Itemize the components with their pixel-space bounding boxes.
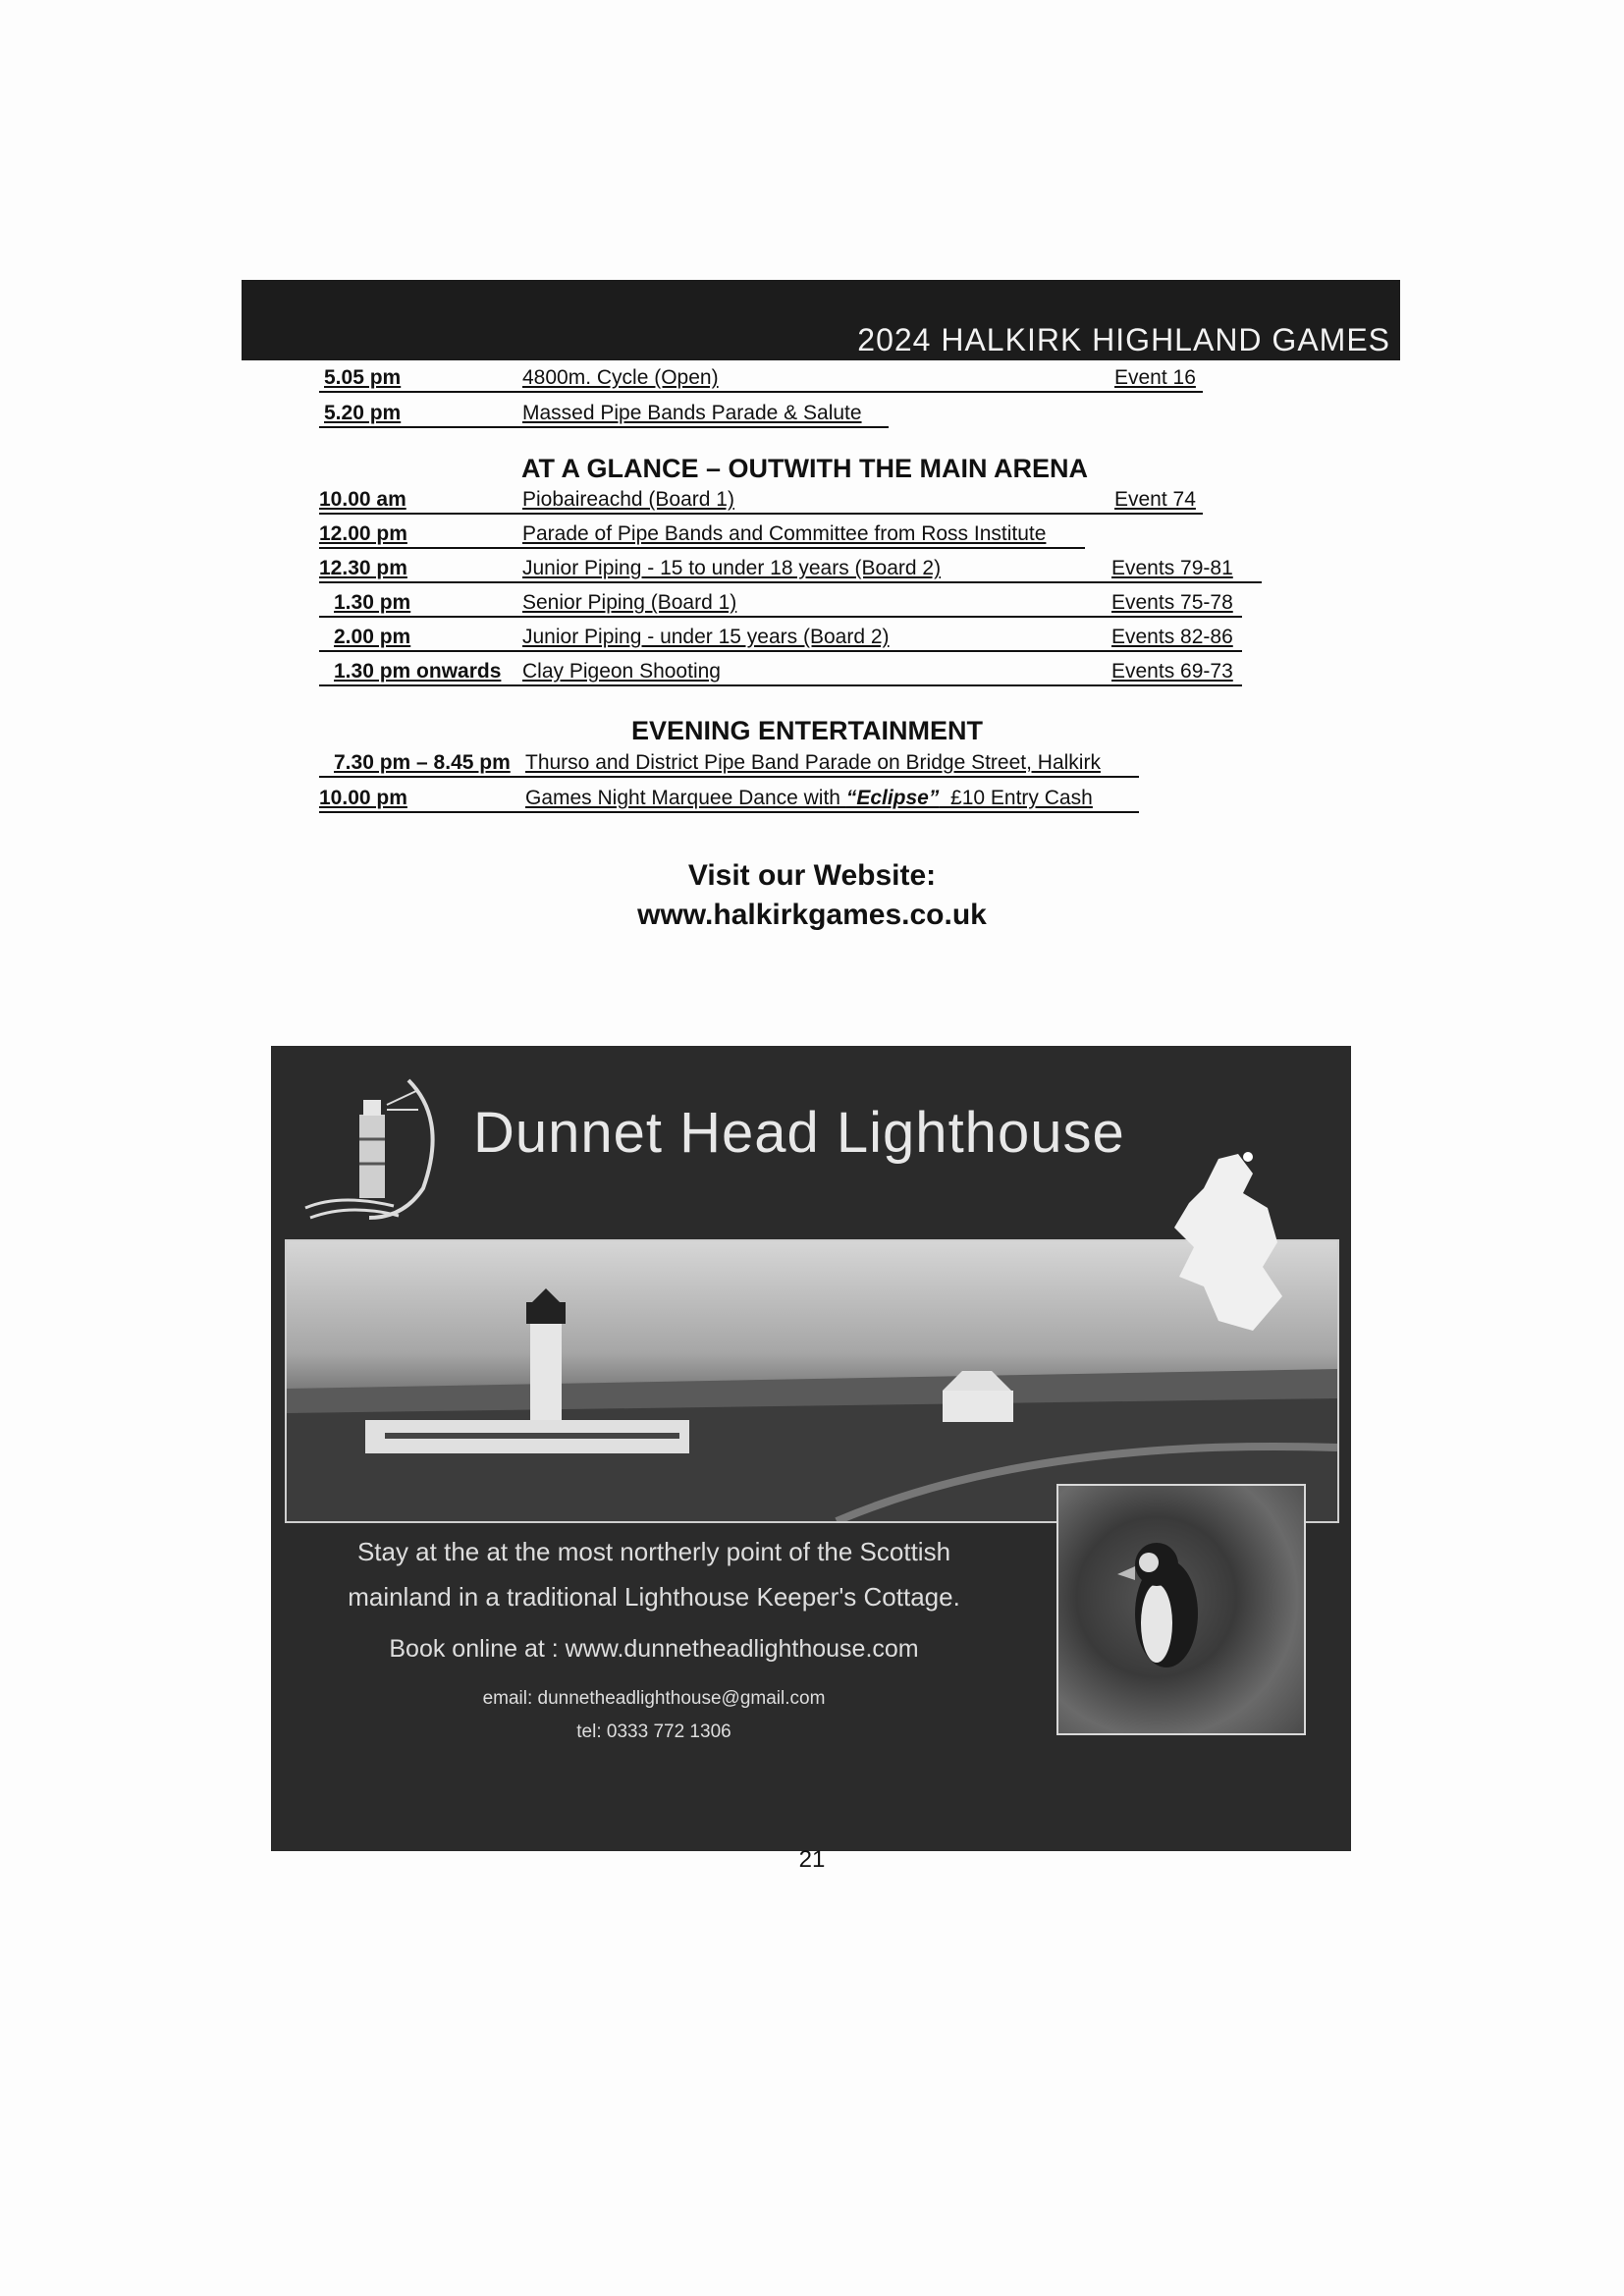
lighthouse-logo-icon (300, 1070, 467, 1228)
row-time: 10.00 pm (319, 787, 407, 809)
row-event-number: Events 79-81 (1111, 557, 1233, 579)
row-event-number: Event 16 (1114, 366, 1196, 389)
row-event: 4800m. Cycle (Open) (522, 366, 719, 389)
row-time: 12.30 pm (319, 557, 407, 579)
row-time: 12.00 pm (319, 522, 407, 545)
row-event: Massed Pipe Bands Parade & Salute (522, 402, 862, 424)
row-time: 2.00 pm (334, 626, 411, 648)
puffin-icon (1058, 1486, 1304, 1733)
schedule-row (319, 584, 1242, 618)
advert-book-online[interactable]: Book online at : www.dunnetheadlighthouse.com (389, 1635, 919, 1663)
row-time: 10.00 am (319, 488, 406, 511)
lighthouse-advert (271, 1046, 1351, 1851)
schedule-row (319, 744, 1139, 778)
advert-line2: mainland in a traditional Lighthouse Keeper's Cottage. (348, 1582, 960, 1612)
row-time: 5.20 pm (324, 402, 402, 424)
band-name: “Eclipse” (845, 787, 940, 809)
advert-tel: tel: 0333 772 1306 (576, 1722, 731, 1742)
evening-heading: EVENING ENTERTAINMENT (631, 716, 984, 745)
schedule-row (319, 516, 1085, 549)
outwith-heading: AT A GLANCE – OUTWITH THE MAIN ARENA (521, 454, 1088, 483)
scotland-map-icon (1160, 1149, 1297, 1336)
website-url[interactable]: www.halkirkgames.co.uk (637, 899, 987, 931)
row-event-number: Events 75-78 (1111, 591, 1233, 614)
row-event: Clay Pigeon Shooting (522, 660, 721, 683)
schedule-row (319, 395, 889, 428)
row-event-number: Events 82-86 (1111, 626, 1233, 648)
schedule-row (319, 481, 1203, 515)
row-event-suffix: £10 Entry Cash (950, 787, 1093, 809)
row-event: Junior Piping - 15 to under 18 years (Board 2) (522, 557, 942, 579)
page-header-title: 2024 HALKIRK HIGHLAND GAMES (857, 322, 1390, 357)
row-event: Senior Piping (Board 1) (522, 591, 737, 614)
row-time: 1.30 pm (334, 591, 411, 614)
row-time: 5.05 pm (324, 366, 402, 389)
row-event: Junior Piping - under 15 years (Board 2) (522, 626, 890, 648)
schedule-row (319, 653, 1242, 686)
schedule-row (319, 550, 1262, 583)
advert-title: Dunnet Head Lighthouse (473, 1101, 1125, 1165)
row-event-number: Events 69-73 (1111, 660, 1233, 683)
row-event: Piobaireachd (Board 1) (522, 488, 734, 511)
row-event: Parade of Pipe Bands and Committee from Ross Institute (522, 522, 1047, 545)
schedule-row (319, 780, 1139, 813)
row-time: 1.30 pm onwards (334, 660, 502, 683)
website-label: Visit our Website: (687, 859, 937, 892)
row-event-prefix: Games Night Marquee Dance with (525, 787, 846, 809)
puffin-photo (1056, 1484, 1306, 1735)
page-number: 21 (798, 1846, 826, 1873)
header-bar (242, 280, 1400, 360)
advert-line1: Stay at the at the most northerly point of the Scottish (356, 1537, 951, 1566)
row-time: 7.30 pm – 8.45 pm (334, 751, 511, 774)
row-event (525, 787, 1093, 810)
row-event: Thurso and District Pipe Band Parade on Bridge Street, Halkirk (525, 751, 1101, 774)
advert-email[interactable]: email: dunnetheadlighthouse@gmail.com (482, 1688, 826, 1709)
row-event-number: Event 74 (1114, 488, 1196, 511)
schedule-row (319, 619, 1242, 652)
schedule-row (319, 359, 1203, 393)
